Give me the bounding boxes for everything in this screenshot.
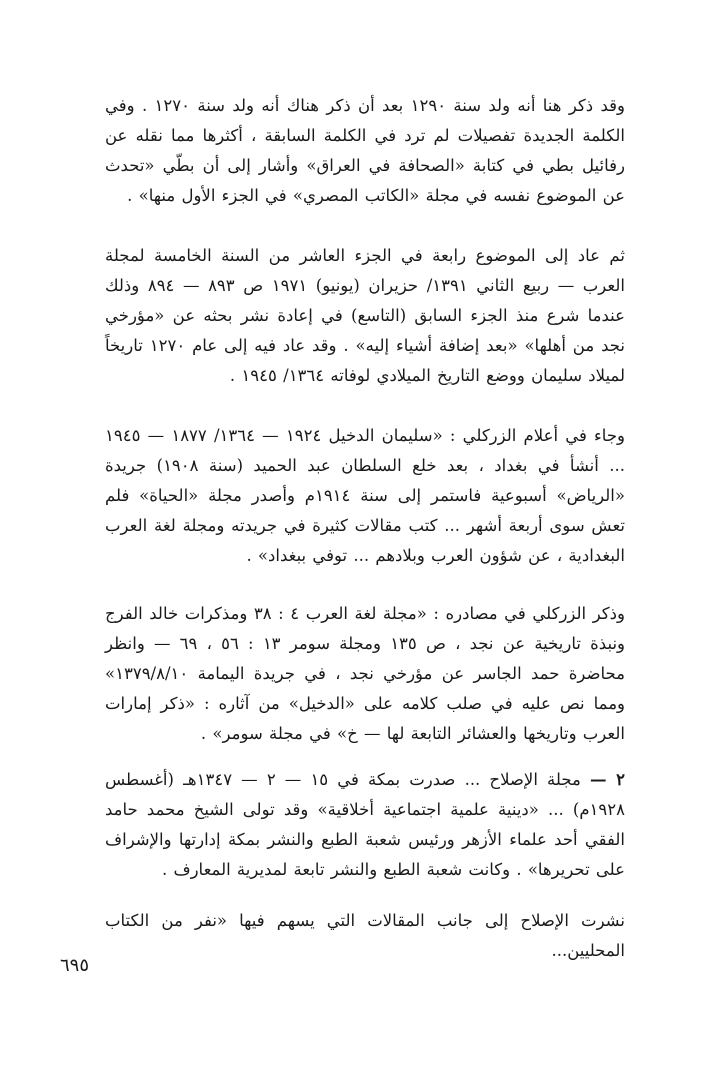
page-number: ٦٩٥	[60, 955, 90, 976]
paragraph-zirikli-sources: وذكر الزركلي في مصادره : «مجلة لغة العرب ٤ : ٣٨ ومذكرات خالد الفرج ونبذة تاريخية عن نجد ، ص ١٣٥ ومجلة سومر ١٣ : ٥٦ ، ٦٩ — وانظر محاضرة حمد الجاسر عن مؤرخي نجد ، في جريدة اليمامة ١٣٧٩/٨/١٠» ومما نص عليه في صلب كلامه على «الدخيل» من آثاره : «ذكر إمارات العرب وتاريخها والعشائر التابعة لها — خ» في مجلة سومر» .	[105, 604, 626, 743]
paragraph-zirikli-alam: وجاء في أعلام الزركلي : «سليمان الدخيل ١٩٢٤ — ١٣٦٤/ ١٨٧٧ — ١٩٤٥ ... أنشأ في بغداد ، بعد خلع السلطان عبد الحميد (سنة ١٩٠٨) جريدة «الرياض» أسبوعية فاستمر إلى سنة ١٩١٤م وأصدر مجلة «الحياة» فلم تعش سوى أربعة أشهر ... كتب مقالات كثيرة في جريدته ومجلة لغة العرب البغدادية ، عن شؤون العرب وبلادهم ... توفي ببغداد» .	[105, 426, 625, 565]
paragraph-majallat-al-arab: ثم عاد إلى الموضوع رابعة في الجزء العاشر من السنة الخامسة لمجلة العرب — ربيع الثاني ١٣٩١/ حزيران (يونيو) ١٩٧١ ص ٨٩٣ — ٨٩٤ وذلك عندما شرع منذ الجزء السابق (التاسع) في إعادة نشر بحثه عن «مؤرخي نجد من أهلها» «بعد إضافة أشياء إليه» . وقد عاد فيه إلى عام ١٢٧٠ تاريخاً لميلاد سليمان ووضع التاريخ الميلادي لوفاته ١٣٦٤/ ١٩٤٥ .	[105, 246, 625, 385]
paragraph-birth-year: وقد ذكر هنا أنه ولد سنة ١٢٩٠ بعد أن ذكر هناك أنه ولد سنة ١٢٧٠ . وفي الكلمة الجديدة تفصيلات لم ترد في الكلمة السابقة ، أكثرها مما نقله عن رفائيل بطي في كتابة «الصحافة في العراق» وأشار إلى أن بطّي «تحدث عن الموضوع نفسه في مجلة «الكاتب المصري» في الجزء الأول منها» .	[105, 96, 625, 205]
section-body: مجلة الإصلاح ... صدرت بمكة في ١٥ — ٢ — ١٣٤٧هـ (أغسطس ١٩٢٨م) ... «دينية علمية اجتماعية أخلاقية» وقد تولى الشيخ محمد حامد الفقي أحد علماء الأزهر ورئيس شعبة الطبع والنشر بمكة إدارتها والإشراف على تحريرها» . وكانت شعبة الطبع والنشر تابعة لمديرية المعارف .	[105, 770, 625, 879]
paragraph-al-islah-writers: نشرت الإصلاح إلى جانب المقالات التي يسهم فيها «نفر من الكتاب المحليين...	[105, 911, 625, 960]
section-number: ٢ —	[589, 770, 625, 789]
paragraph-al-islah-section	[105, 765, 625, 885]
